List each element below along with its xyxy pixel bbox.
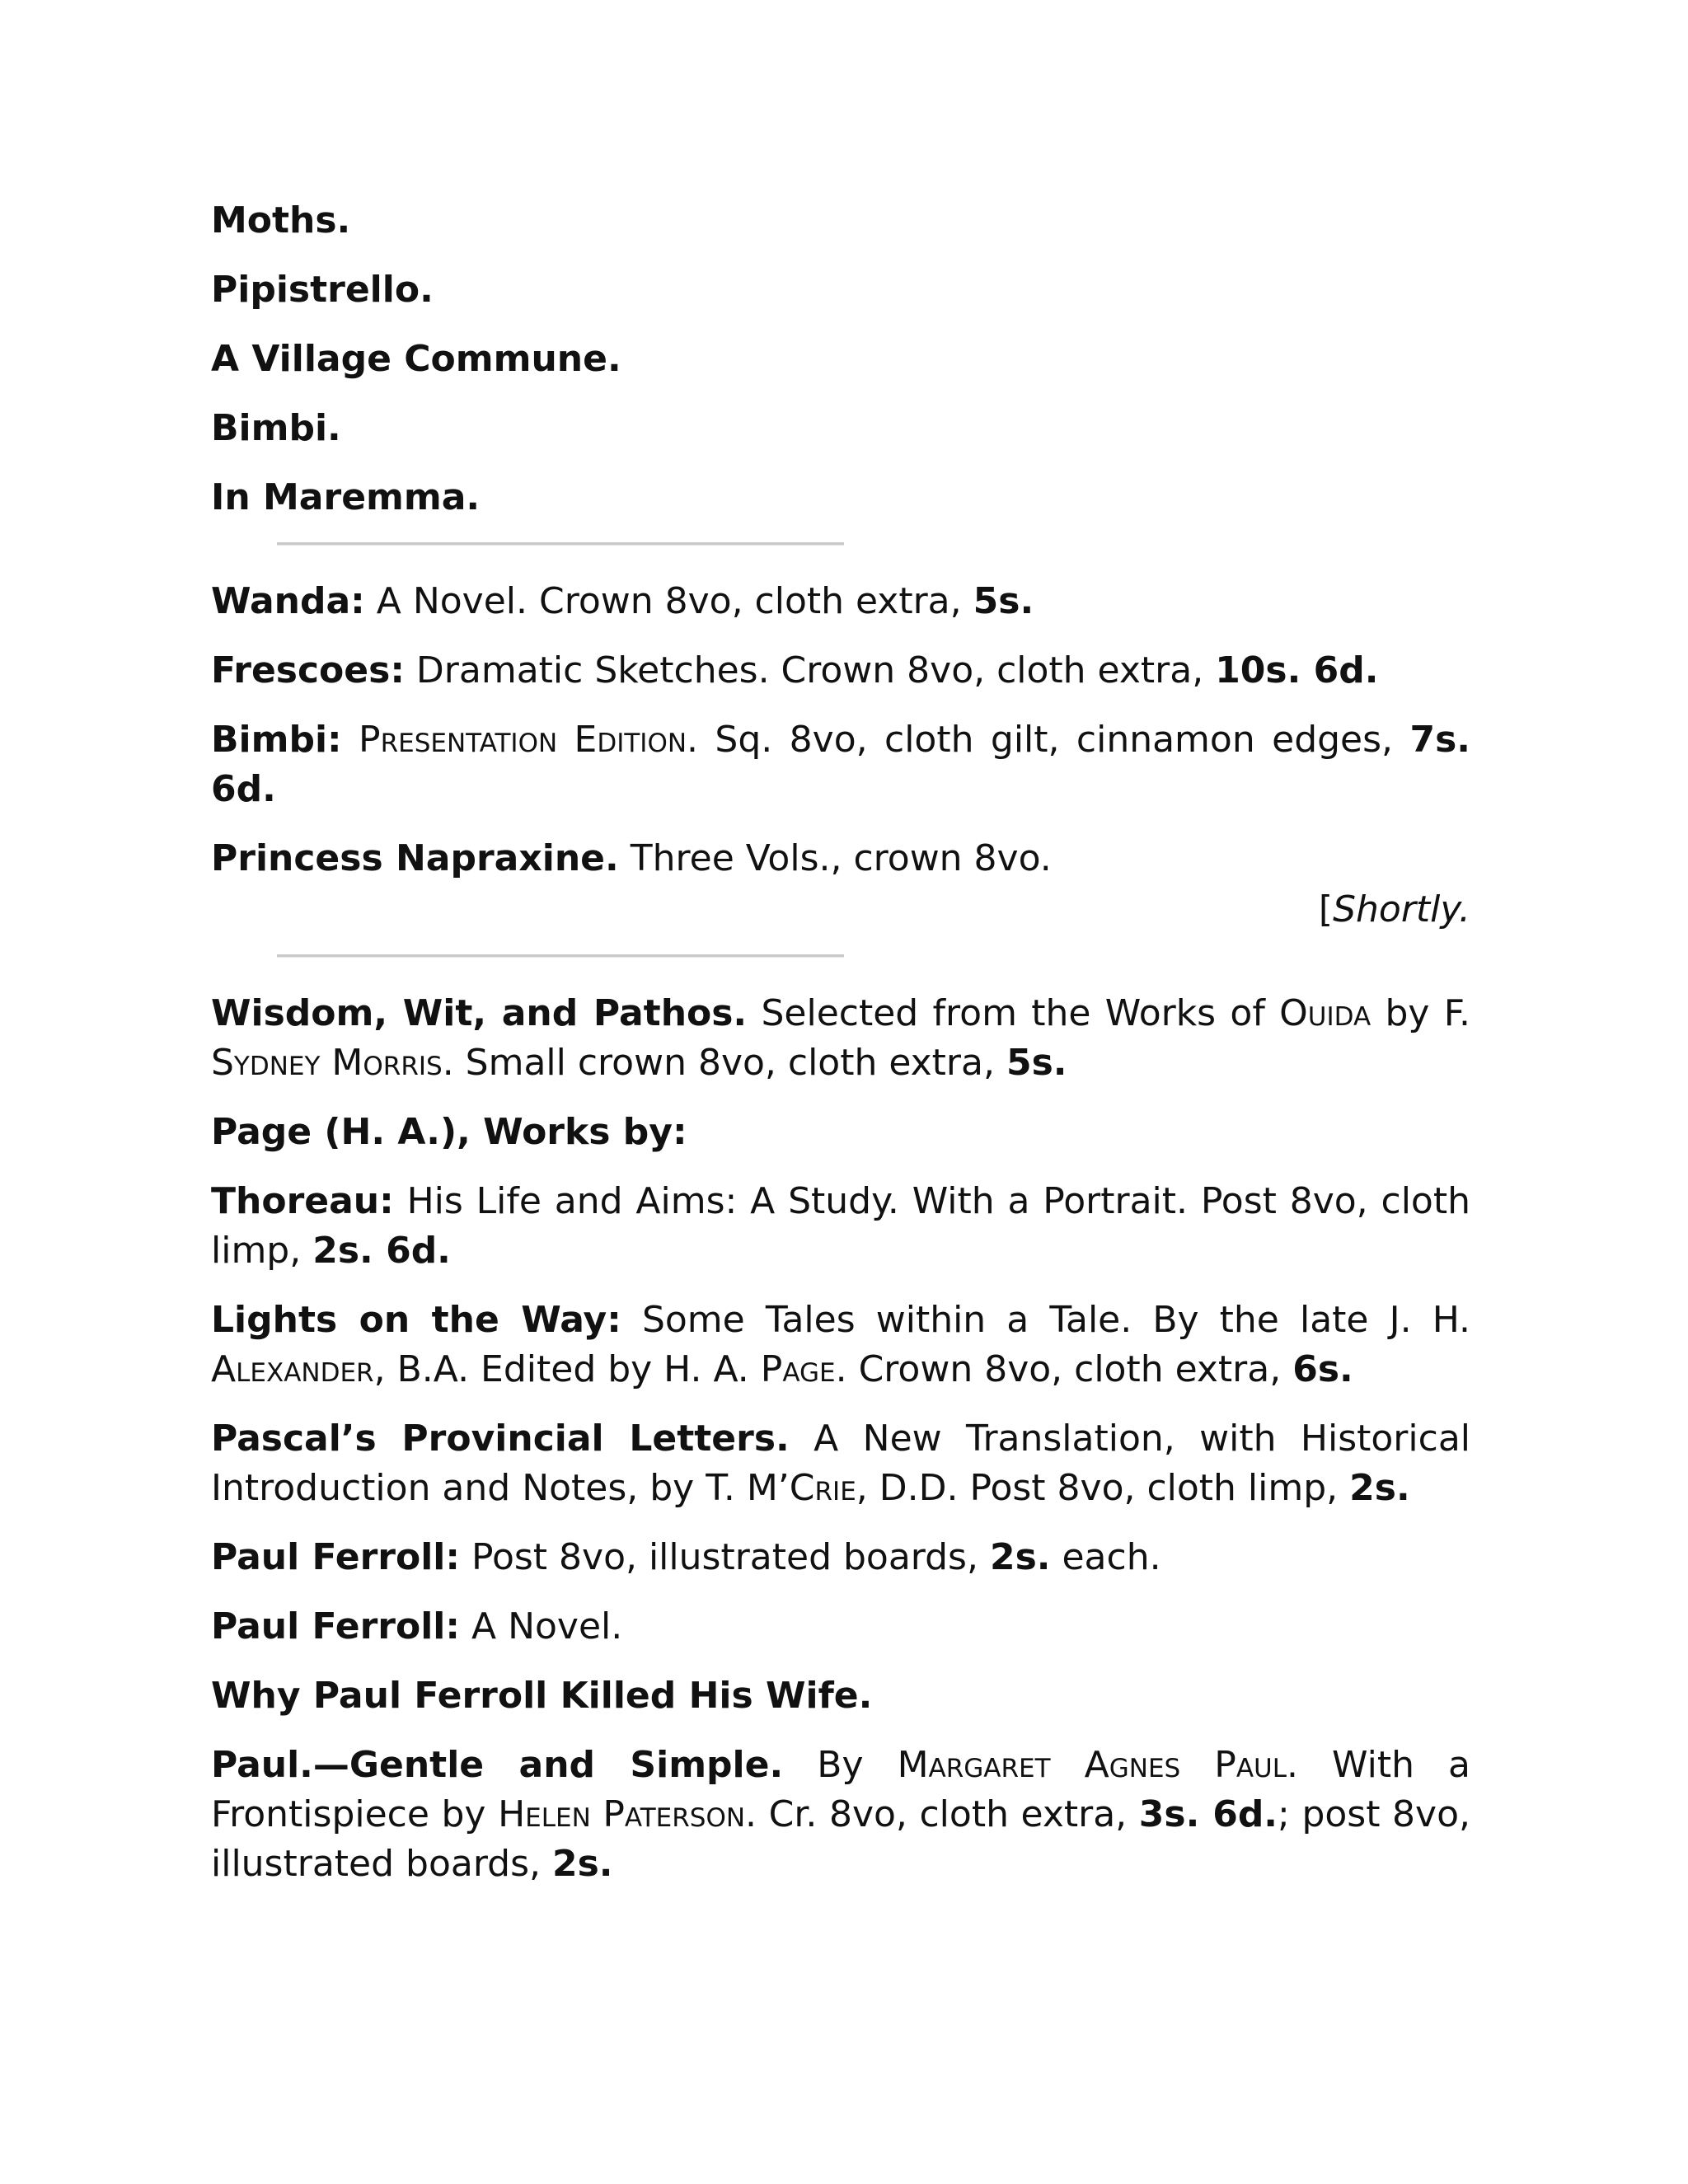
- author-name: Helen Paterson: [498, 1793, 746, 1835]
- author-name: Page: [760, 1348, 836, 1390]
- entry-price: 2s.: [989, 1536, 1051, 1578]
- title-village-commune: A Village Commune.: [211, 338, 621, 380]
- section-divider: [277, 954, 844, 958]
- author-name: Sydney Morris: [211, 1042, 443, 1084]
- section-divider: [277, 542, 844, 546]
- entry-description: by F.: [1385, 992, 1471, 1034]
- entry-description: A New Translation, with Historical Introduction and Notes, by T. M’: [211, 1418, 1471, 1509]
- entry-description: , D.D. Post 8vo, cloth limp,: [856, 1467, 1339, 1509]
- entry-description: By: [817, 1744, 864, 1786]
- entry-title: Frescoes:: [211, 649, 405, 691]
- entry-description: His Life and Aims: A Study. With a Portrait. Post 8vo, cloth limp,: [211, 1180, 1470, 1272]
- author-name: Crie: [789, 1467, 856, 1509]
- entry-title: Wisdom, Wit, and Pathos.: [211, 992, 748, 1034]
- author-name: Ouida: [1279, 992, 1372, 1034]
- entry-description: ; post 8vo, illustrated boards,: [211, 1793, 1470, 1885]
- entry-price: 7s. 6d.: [211, 719, 1470, 810]
- entry-thoreau: [211, 1177, 1470, 1276]
- entry-title: Paul Ferroll:: [211, 1536, 460, 1578]
- entry-description: Three Vols., crown 8vo.: [630, 837, 1052, 879]
- title-in-maremma: In Maremma.: [211, 476, 481, 518]
- entry-price: 2s.: [1349, 1467, 1410, 1509]
- entry-title: Pascal’s Provincial Letters.: [211, 1418, 790, 1460]
- entry-price: 10s. 6d.: [1215, 649, 1379, 691]
- entry-pascal-letters: [211, 1414, 1470, 1513]
- entry-price: 2s. 6d.: [312, 1230, 451, 1272]
- entry-description: . Crown 8vo, cloth extra,: [835, 1348, 1282, 1390]
- entry-description: . Small crown 8vo, cloth extra,: [442, 1042, 995, 1084]
- entry-title: Bimbi:: [211, 719, 342, 761]
- author-heading-page: Page (H. A.), Works by:: [211, 1111, 687, 1153]
- entry-title: Paul Ferroll:: [211, 1605, 460, 1647]
- book-catalogue-page: [211, 196, 1470, 1909]
- entry-price: 5s.: [1006, 1042, 1067, 1084]
- entry-title: Princess Napraxine.: [211, 837, 619, 879]
- entry-description: Selected from the Works of: [761, 992, 1265, 1034]
- entry-description: A Novel. Crown 8vo, cloth extra,: [376, 580, 962, 622]
- title-bimbi: Bimbi.: [211, 407, 341, 449]
- note-text: Shortly.: [1333, 888, 1470, 930]
- entry-princess-napraxine: [211, 834, 1470, 883]
- entry-description: Some Tales within a Tale. By the late J. H.: [641, 1299, 1470, 1341]
- entry-price: 5s.: [973, 580, 1034, 622]
- entry-paul-ferroll-series: [211, 1533, 1470, 1582]
- entry-description: each.: [1062, 1536, 1161, 1578]
- entry-frescoes: [211, 646, 1470, 696]
- title-why-paul-ferroll: Why Paul Ferroll Killed His Wife.: [211, 1675, 873, 1717]
- title-moths: Moths.: [211, 199, 351, 241]
- entry-bimbi-presentation: [211, 715, 1470, 814]
- entry-title: Wanda:: [211, 580, 365, 622]
- entry-lights-on-the-way: [211, 1296, 1470, 1394]
- entry-price: 2s.: [552, 1843, 613, 1885]
- shortly-note: [Shortly.: [1318, 888, 1470, 930]
- entry-description: . Sq. 8vo, cloth gilt, cinnamon edges,: [687, 719, 1394, 761]
- entry-wisdom-wit-pathos: [211, 989, 1470, 1088]
- author-name: Margaret Agnes Paul: [897, 1744, 1287, 1786]
- entry-price: 6s.: [1292, 1348, 1353, 1390]
- entry-title: Paul.—Gentle and Simple.: [211, 1744, 784, 1786]
- author-name: Alexander: [211, 1348, 374, 1390]
- entry-wanda: [211, 577, 1470, 626]
- entry-description: Post 8vo, illustrated boards,: [471, 1536, 978, 1578]
- entry-description: A Novel.: [471, 1605, 623, 1647]
- entry-title: Lights on the Way:: [211, 1299, 621, 1341]
- entry-description: Dramatic Sketches. Crown 8vo, cloth extra,: [415, 649, 1204, 691]
- entry-title: Thoreau:: [211, 1180, 394, 1222]
- entry-price: 3s. 6d.: [1138, 1793, 1278, 1835]
- edition-name: Presentation Edition: [359, 719, 687, 761]
- entry-paul-gentle-simple: [211, 1741, 1470, 1889]
- entry-description: . Cr. 8vo, cloth extra,: [745, 1793, 1128, 1835]
- title-pipistrello: Pipistrello.: [211, 269, 434, 311]
- entry-description: , B.A. Edited by H. A.: [373, 1348, 749, 1390]
- entry-paul-ferroll-novel: [211, 1602, 1470, 1652]
- entry-description: . With a Frontispiece by: [211, 1744, 1470, 1835]
